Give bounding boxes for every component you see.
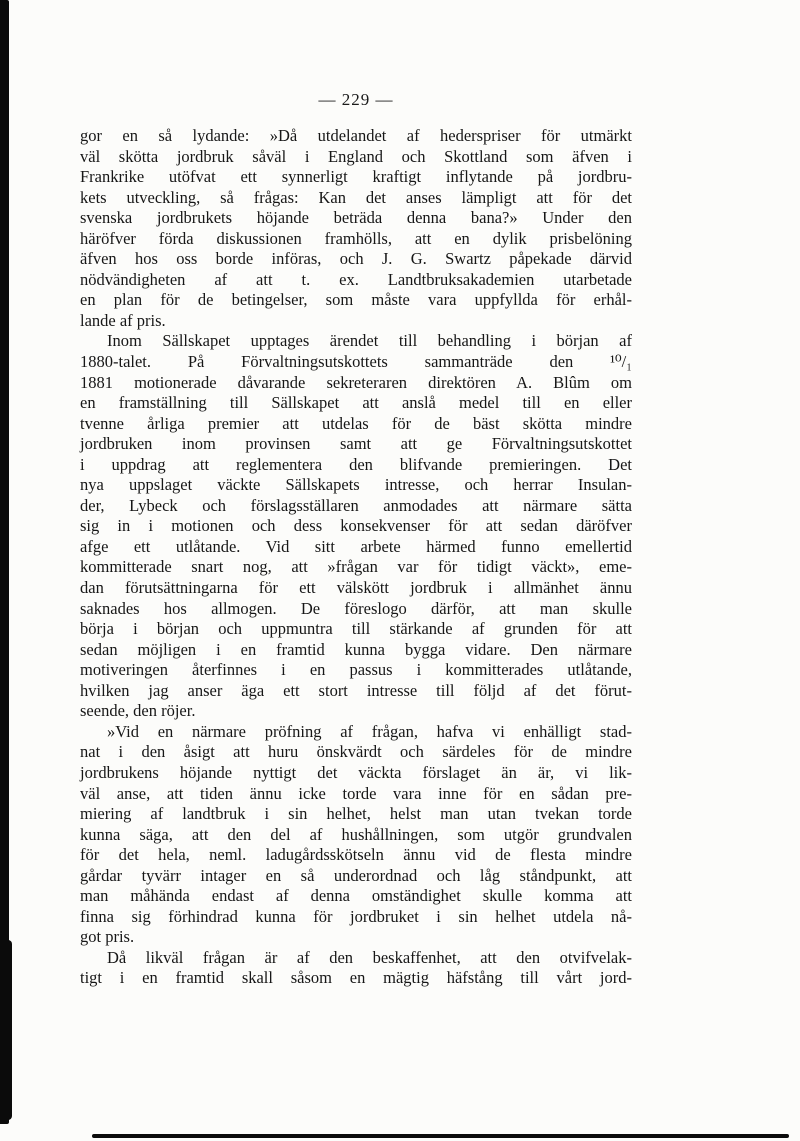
paragraph-continuation <box>80 126 632 331</box>
text-line: kets utveckling, så frågas: Kan det anses lämpligt att för det <box>80 187 632 207</box>
paragraph-quote-profning <box>80 722 632 948</box>
text-line: svenska jordbrukets höjande beträda denna bana?» Under den <box>80 208 632 228</box>
text-line: nya uppslaget väckte Sällskapets intresse, och herrar Insulan- <box>80 475 632 495</box>
text-line: Inom Sällskapet upptages ärendet till behandling i början af <box>107 331 632 351</box>
text-line: i uppdrag att reglementera den blifvande premieringen. Det <box>80 454 632 474</box>
text-line: börja i början och uppmuntra till stärkande af grunden för att <box>80 619 632 639</box>
paragraph-sallskapet <box>80 331 632 721</box>
text-line: kommitterade snart nog, att »frågan var för tidigt väckt», eme- <box>80 557 632 577</box>
text-line: 1880-talet. På Förvaltningsutskottets sammanträde den ¹⁰/₁ <box>80 352 632 372</box>
text-line: för det hela, neml. ladugårdsskötseln ännu vid de flesta mindre <box>80 845 632 865</box>
text-line: motiveringen återfinnes i en passus i kommitterades utlåtande, <box>80 660 632 680</box>
text-line: jordbruken inom provinsen samt att ge Förvaltningsutskottet <box>80 434 632 454</box>
text-line: sig in i motionen och dess konsekvenser för att sedan däröfver <box>80 516 632 536</box>
text-line: hvilken jag anser äga ett stort intresse till följd af det förut- <box>80 680 632 700</box>
text-line: Frankrike utöfvat ett synnerligt kraftigt inflytande på jordbru- <box>80 167 632 187</box>
page-content <box>80 90 632 989</box>
text-line: väl anse, att tiden ännu icke torde vara inne för en sådan pre- <box>80 783 632 803</box>
text-line: der, Lybeck och förslagsställaren anmodades att närmare sätta <box>80 495 632 515</box>
text-line: dan förutsättningarna för ett välskött jordbruk i allmänhet ännu <box>80 578 632 598</box>
text-line: Då likväl frågan är af den beskaffenhet, att den otvifvelak- <box>107 947 632 967</box>
scan-edge-left-nub-artifact <box>0 940 12 1120</box>
text-line: 1881 motionerade dåvarande sekreteraren direktören A. Blûm om <box>80 372 632 392</box>
text-line: äfven hos oss borde införas, och J. G. Swartz påpekade därvid <box>80 249 632 269</box>
text-line: en framställning till Sällskapet att anslå medel till en eller <box>80 393 632 413</box>
text-line: nödvändigheten af att t. ex. Landtbruksakademien utarbetade <box>80 269 632 289</box>
text-line: tvenne årliga premier att utdelas för de bäst skötta mindre <box>80 413 632 433</box>
paragraph-da-likval <box>80 948 632 989</box>
text-line: seende, den röjer. <box>80 701 196 721</box>
text-line: sedan möjligen i en framtid kunna bygga vidare. Den närmare <box>80 639 632 659</box>
text-line: miering af landtbruk i sin helhet, helst man utan tvekan torde <box>80 804 632 824</box>
text-line: tigt i en framtid skall såsom en mägtig häfstång till vårt jord- <box>80 968 632 988</box>
text-line: jordbrukens höjande nyttigt det väckta förslaget än är, vi lik- <box>80 762 632 782</box>
text-line: nat i den åsigt att huru önskvärdt och särdeles för de mindre <box>80 742 632 762</box>
scan-edge-bottom-artifact <box>92 1134 789 1138</box>
body-text <box>80 126 632 989</box>
text-line: gårdar tyvärr intager en så underordnad och låg ståndpunkt, att <box>80 865 632 885</box>
text-line: man måhända endast af denna omständighet skulle komma att <box>80 886 632 906</box>
text-line: kunna säga, att den del af hushållningen, som utgör grundvalen <box>80 824 632 844</box>
text-line: häröfver förda diskussionen framhölls, att en dylik prisbelöning <box>80 228 632 248</box>
text-line: got pris. <box>80 927 135 947</box>
page-number: — 229 — <box>318 90 394 109</box>
text-line: en plan för de betingelser, som måste vara uppfyllda för erhål- <box>80 290 632 310</box>
text-line: »Vid en närmare pröfning af frågan, hafva vi enhälligt stad- <box>107 721 632 741</box>
text-line: finna sig förhindrad kunna för jordbruket i sin helhet utdela nå- <box>80 906 632 926</box>
text-line: gor en så lydande: »Då utdelandet af hederspriser för utmärkt <box>80 126 632 145</box>
text-line: afge ett utlåtande. Vid sitt arbete härmed funno emellertid <box>80 536 632 556</box>
text-line: väl skötta jordbruk såväl i England och Skottland som äfven i <box>80 146 632 166</box>
text-line: saknades hos allmogen. De föreslogo därför, att man skulle <box>80 598 632 618</box>
text-line: lande af pris. <box>80 310 166 330</box>
